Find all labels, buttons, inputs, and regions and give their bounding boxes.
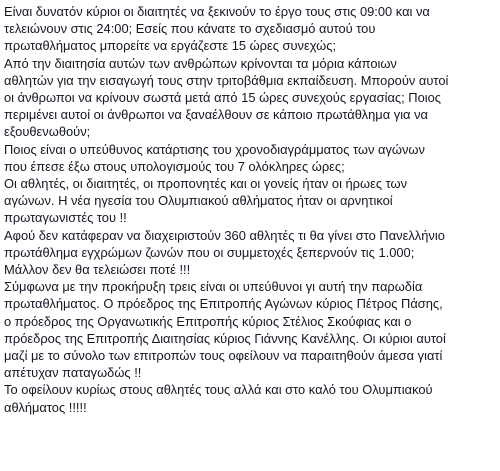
text-line: Σύμφωνα με την προκήρυξη τρεις είναι οι υπεύθυνοι γι αυτή την παρωδία xyxy=(4,279,423,295)
document-body xyxy=(4,3,498,416)
text-line: πρωταθλήματος μπορείτε να εργάζεστε 15 ώρες συνεχώς; xyxy=(4,38,337,54)
text-line: τελειώνουν στις 24:00; Εσείς που κάνατε το σχεδιασμό αυτού του xyxy=(4,21,376,37)
text-line: οι άνθρωποι να κρίνουν σωστά μετά από 15 ώρες συνεχούς εργασίας; Ποιος xyxy=(4,90,442,106)
text-line: εξουθενωθούν; xyxy=(4,124,91,140)
text-line: Είναι δυνατόν κύριοι οι διαιτητές να ξεκινούν το έργο τους στις 09:00 και να xyxy=(4,4,430,19)
text-line: αθλητών για την εισαγωγή τους στην τριτοβάθμια εκπαίδευση. Μπορούν αυτοί xyxy=(4,72,449,88)
text-line: πρωταθλήματος. Ο πρόεδρος της Επιτροπής Αγώνων κύριος Πέτρος Πάσης, xyxy=(4,296,443,312)
text-line: Το οφείλουν κυρίως στους αθλητές τους αλλά και στο καλό του Ολυμπιακού xyxy=(4,382,433,398)
text-line: Αφού δεν κατάφεραν να διαχειριστούν 360 αθλητές τι θα γίνει στο Πανελλήνιο xyxy=(4,227,445,243)
text-line: που έπεσε έξω στους υπολογισμούς του 7 ολόκληρες ώρες; xyxy=(4,158,345,174)
text-line: περιμένει αυτοί οι άνθρωποι να ξαναέλθουν σε κάποιο πρωτάθλημα για να xyxy=(4,107,428,123)
text-line: μαζί με το σύνολο των επιτροπών τους οφείλουν να παραιτηθούν άμεσα γιατί xyxy=(4,348,443,364)
text-line: πρόεδρος της Επιτροπής Διαιτησίας κύριος Γιάννης Κανέλλης. Οι κύριοι αυτοί xyxy=(4,330,446,346)
text-line: ο πρόεδρος της Οργανωτικής Επιτροπής κύριος Στέλιος Σκούφιας και ο xyxy=(4,313,412,329)
text-line: αγώνων. Η νέα ηγεσία του Ολυμπιακού αθλήματος ήταν οι αρνητικοί xyxy=(4,193,393,209)
text-line: απέτυχαν παταγωδώς !! xyxy=(4,365,142,381)
text-line: Οι αθλητές, οι διαιτητές, οι προπονητές και οι γονείς ήταν οι ήρωες των xyxy=(4,176,408,192)
text-line: αθλήματος !!!!! xyxy=(4,399,87,415)
text-line: Ποιος είναι ο υπεύθυνος κατάρτισης του χρονοδιαγράμματος των αγώνων xyxy=(4,141,425,157)
text-line: πρωτάθλημα εγχρώμων ζωνών που οι συμμετοχές ξεπερνούν τις 1.000; xyxy=(4,244,415,260)
text-line: πρωταγωνιστές του !! xyxy=(4,210,127,226)
text-line: Από την διαιτησία αυτών των ανθρώπων κρίνονται τα μόρια κάποιων xyxy=(4,55,397,71)
text-line: Μάλλον δεν θα τελειώσει ποτέ !!! xyxy=(4,262,191,278)
